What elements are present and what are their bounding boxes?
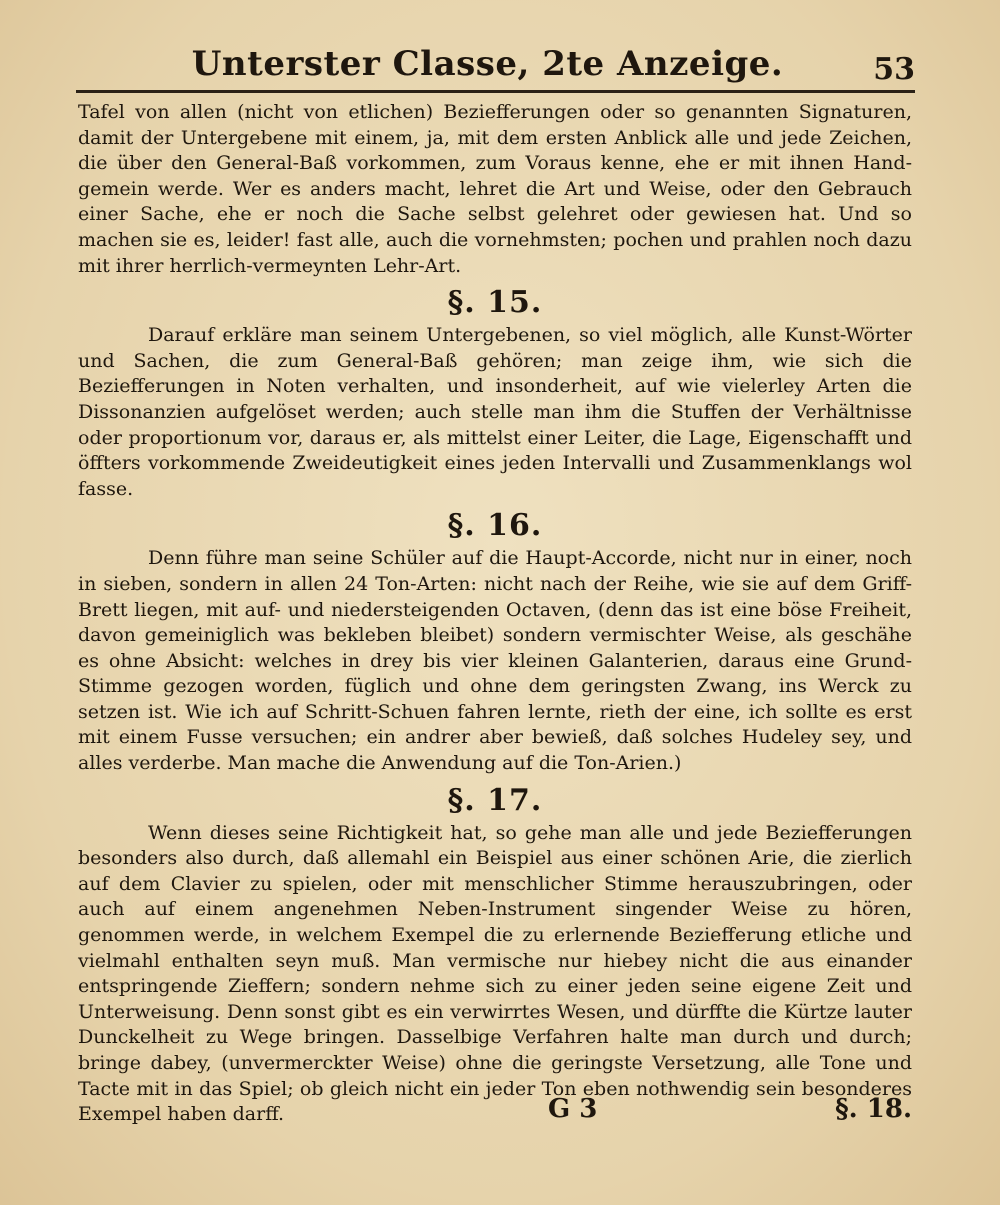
paragraph-15: Darauf erkläre man seinem Untergebenen, so viel möglich, alle Kunst-Wörter und Sachen, die zum General-Baß gehören; man zeige ihm, wie sich die Beziefferungen in Noten verhalten, und insonderheit, auf wie vielerley Arten die Dissonanzien aufgelöset werden; auch stelle man ihm die Stuffen der Verhältnisse oder proportionum vor, daraus er, als mittelst einer Leiter, die Lage, Eigenschafft und öffters vorkommende Zweideutigkeit eines jeden Intervalli und Zusammenklangs wol fasse. — [78, 324, 912, 500]
paragraph-16: Denn führe man seine Schüler auf die Haupt-Accorde, nicht nur in einer, noch in sieben, sondern in allen 24 Ton-Arten: nicht nach der Reihe, wie sie auf dem Griff-Brett liegen, mit auf- und niedersteigenden Octaven, (denn das ist eine böse Freiheit, davon gemeiniglich was bekleben bleibet) sondern vermischter Weise, als geschähe es ohne Absicht: welches in drey bis vier kleinen Galanterien, daraus eine Grund-Stimme gezogen worden, füglich und ohne dem geringsten Zwang, ins Werck zu setzen ist. Wie ich auf Schritt-Schuen fahren lernte, rieth der eine, ich sollte es erst mit einem Fusse versuchen; ein andrer aber bewieß, daß solches Hudeley sey, und alles verderbe. Man mache die Anwendung auf die Ton-Arien.) — [78, 547, 912, 775]
paragraph-continued: Tafel von allen (nicht von etlichen) Beziefferungen oder so genannten Signaturen, damit der Untergebene mit einem, ja, mit dem ersten Anblick alle und jede Zeichen, die über den General-Baß vorkommen, zum Voraus kenne, ehe er mit ihnen Hand-gemein werde. Wer es anders macht, lehret die Art und Weise, oder den Gebrauch einer Sache, ehe er noch die Sache selbst gelehret oder gewiesen hat. Und so machen sie es, leider! fast alle, auch die vornehmsten; pochen und prahlen noch dazu mit ihrer herrlich-vermeynten Lehr-Art. — [78, 101, 912, 277]
paragraph-17: Wenn dieses seine Richtigkeit hat, so gehe man alle und jede Beziefferungen besonders also durch, daß allemahl ein Beispiel aus einer schönen Arie, die zierlich auf dem Clavier zu spielen, oder mit menschlicher Stimme herauszubringen, oder auch auf einem angenehmen Neben-Instrument singender Weise zu hören, genommen werde, in welchem Exempel die zu erlernende Beziefferung etliche und vielmahl enthalten seyn muß. Man vermische nur hiebey nicht die aus einander entspringende Zieffern; sondern nehme sich zu einer jeden seine eigene Zeit und Unterweisung. Denn sonst gibt es ein verwirrtes Wesen, und dürffte die Kürtze lauter Dunckelheit zu Wege bringen. Dasselbige Verfahren halte man durch und durch; bringe dabey, (unvermerckter Weise) ohne die geringste Versetzung, alle Tone und Tacte mit in das Spiel; ob gleich nicht ein jeder Ton eben nothwendig sein besonderes Exempel haben darff. — [78, 821, 912, 1126]
section-heading-16: §. 16. — [447, 508, 543, 544]
catchword: §. 18. — [835, 1094, 912, 1124]
section-heading-15: §. 15. — [447, 285, 543, 321]
header-rule — [76, 90, 915, 93]
page-header — [60, 38, 915, 90]
running-title: Unterster Classe, 2te Anzeige. — [191, 44, 784, 84]
body-text — [78, 100, 912, 1128]
section-heading-17: §. 17. — [447, 782, 543, 818]
page-footer — [78, 1090, 912, 1130]
signature-mark: G 3 — [548, 1094, 598, 1124]
page-number: 53 — [873, 52, 915, 87]
